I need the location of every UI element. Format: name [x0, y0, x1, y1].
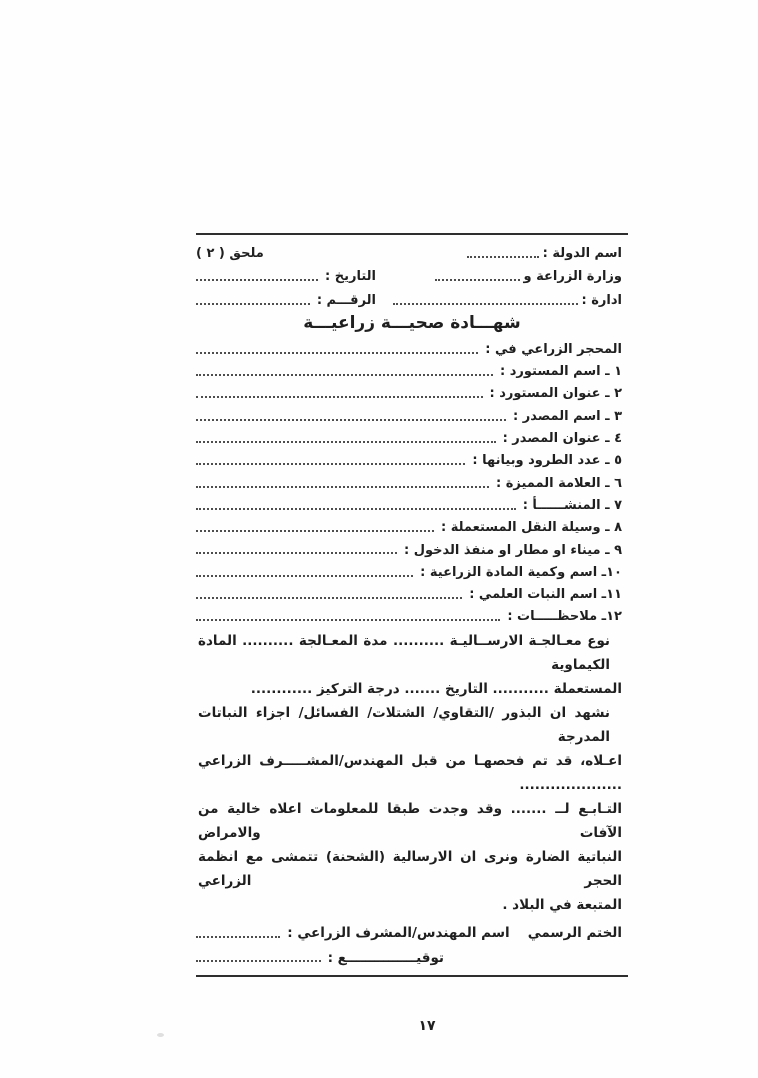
document-title: شهـــادة صحيـــة زراعيـــة [303, 312, 521, 333]
official-stamp-label: الختم الرسمي [527, 925, 622, 942]
dotted-blank [196, 575, 413, 577]
field-label: ٤ ـ عنوان المصدر : [502, 431, 622, 447]
dotted-blank [196, 396, 483, 398]
scan-artifact [157, 1033, 164, 1037]
department-label: ادارة : [581, 292, 622, 308]
field-row-importer-name [196, 358, 628, 380]
certification-line-5: المتبعة في البلاد . [502, 897, 622, 914]
engineer-name-label: اسم المهندس/المشرف الزراعي : [287, 925, 510, 942]
dotted-blank [196, 419, 506, 421]
signature-row [196, 942, 628, 967]
field-row-origin [196, 492, 628, 514]
field-row-exporter-address [196, 425, 628, 447]
date-label: التاريخ : [325, 269, 376, 285]
dotted-blank [196, 597, 462, 599]
dotted-blank [196, 530, 434, 532]
dotted-blank [196, 552, 397, 554]
field-label: ١٠ـ اسم وكمية المادة الزراعية : [420, 564, 622, 580]
field-row-transport-means [196, 514, 628, 536]
date-group [196, 270, 376, 285]
engineer-name-dotted-blank [196, 936, 280, 938]
certificate-form [196, 233, 628, 977]
bottom-divider [196, 975, 628, 977]
number-dotted-blank [196, 303, 310, 305]
dotted-blank [196, 619, 500, 621]
field-label: ١٢ـ ملاحظـــــات : [507, 609, 622, 625]
field-label: ٦ ـ العلامة المميزة : [496, 475, 622, 491]
country-label: اسم الدولة : [542, 245, 622, 261]
field-row-entry-port [196, 536, 628, 558]
dotted-blank [196, 374, 493, 376]
certification-paragraph [196, 701, 628, 917]
page-number: ١٧ [418, 1018, 436, 1034]
certification-line-4: النباتية الضارة ونرى ان الارسالية (الشحنة) تتمشى مع انظمة الحجر الزراعي [198, 849, 622, 890]
field-row-remarks [196, 603, 628, 625]
field-label: ٨ ـ وسيلة النقل المستعملة : [440, 520, 622, 536]
dotted-blank [196, 352, 478, 354]
field-row-quarantine [196, 336, 628, 358]
field-label: ٩ ـ ميناء او مطار او منفذ الدخول : [404, 542, 622, 558]
certification-line-1: نشهد ان البذور /التقاوي/ الشتلات/ الفسائل/ اجزاء النباتات المدرجة [198, 705, 610, 746]
header-row-ministry [196, 262, 628, 286]
field-label: ٥ ـ عدد الطرود وبيانها : [472, 453, 622, 469]
dotted-blank [196, 463, 465, 465]
certification-line-3: التـابـع لــ ....... وقد وجدت طبقا للمعلومات اعلاه خالية من الآفات والامراض [198, 801, 622, 842]
dotted-blank [196, 508, 516, 510]
field-label: ١١ـ اسم النبات العلمي : [469, 587, 622, 603]
dotted-blank [196, 486, 489, 488]
number-label: الرقـــم : [316, 292, 376, 308]
stamp-row [196, 917, 628, 942]
field-label: ١ ـ اسم المستورد : [499, 364, 622, 380]
signature-label: توقيـــــــــــــــع : [327, 949, 444, 966]
field-row-importer-address [196, 380, 628, 402]
treatment-line-2: المستعملة ........... التاريخ ....... درجة التركيز ............ [250, 681, 622, 698]
ministry-dotted-blank [435, 279, 520, 281]
country-dotted-blank [467, 256, 539, 258]
form-fields [196, 336, 628, 626]
header-row-department [196, 285, 628, 309]
treatment-line-1: نوع معـالجـة الارســاليـة .......... مدة المعـالجة .......... المادة الكيماوية [198, 633, 610, 674]
header-row-country [196, 238, 628, 262]
field-label: ٢ ـ عنوان المستورد : [489, 386, 622, 402]
certification-line-2: اعـلاه، قد تم فحصهـا من قبل المهندس/المشـــــرف الزراعي .................... [198, 753, 622, 794]
dotted-blank [196, 441, 496, 443]
department-dotted-blank [393, 303, 578, 305]
field-label: ٣ ـ اسم المصدر : [513, 408, 622, 424]
field-label: ٧ ـ المنشــــــأ : [522, 497, 622, 513]
field-row-scientific-name [196, 581, 628, 603]
number-group [196, 294, 376, 309]
field-row-distinctive-mark [196, 469, 628, 491]
top-divider [196, 233, 628, 235]
field-row-material-quantity [196, 558, 628, 580]
field-row-exporter-name [196, 402, 628, 424]
appendix-label: ملحق ( ٢ ) [196, 245, 264, 261]
field-row-packages-count [196, 447, 628, 469]
treatment-paragraph [196, 629, 628, 701]
field-label: المحجر الزراعي في : [485, 341, 622, 357]
signature-dotted-blank [196, 960, 321, 962]
ministry-label: وزارة الزراعة و [523, 269, 622, 285]
date-dotted-blank [196, 279, 318, 281]
